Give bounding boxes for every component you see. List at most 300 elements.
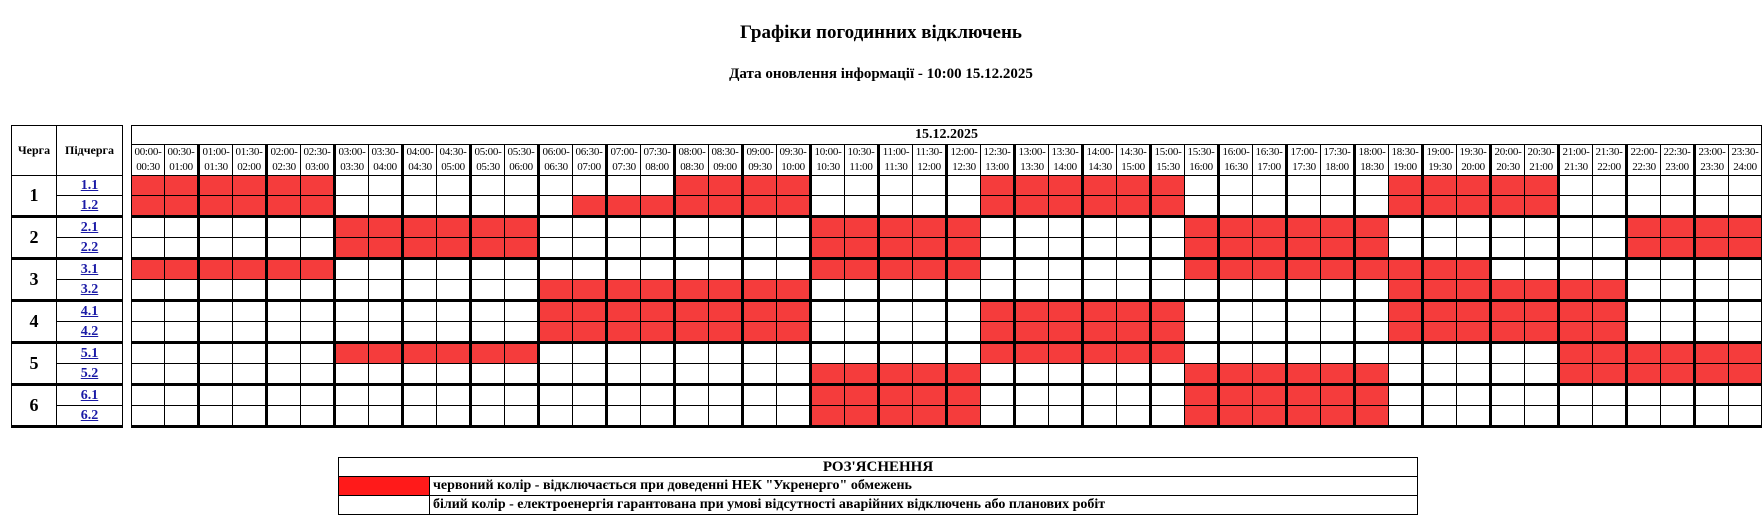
power-slot <box>1253 176 1287 196</box>
power-slot <box>1117 259 1151 280</box>
power-slot <box>505 322 539 343</box>
power-slot <box>165 322 199 343</box>
outage-slot <box>743 280 777 301</box>
time-slot-header: 10:30- 11:00 <box>845 145 879 176</box>
outage-slot <box>709 196 743 217</box>
outage-slot <box>675 280 709 301</box>
outage-slot <box>1321 217 1355 238</box>
power-slot <box>301 280 335 301</box>
queue-number: 1 <box>12 176 57 217</box>
power-slot <box>913 301 947 322</box>
outage-slot <box>1457 196 1491 217</box>
schedule-row <box>132 196 1762 217</box>
outage-slot <box>1117 176 1151 196</box>
subqueue-link[interactable]: 4.1 <box>80 303 99 319</box>
power-slot <box>1729 259 1762 280</box>
power-slot <box>301 385 335 406</box>
power-slot <box>1525 343 1559 364</box>
power-slot <box>675 343 709 364</box>
outage-slot <box>709 176 743 196</box>
power-slot <box>1287 280 1321 301</box>
power-slot <box>607 176 641 196</box>
time-slot-header: 16:00- 16:30 <box>1219 145 1253 176</box>
power-slot <box>165 406 199 427</box>
power-slot <box>947 196 981 217</box>
power-slot <box>1287 322 1321 343</box>
subqueue-cell <box>57 196 123 217</box>
power-slot <box>1049 385 1083 406</box>
power-slot <box>947 280 981 301</box>
power-slot <box>879 176 913 196</box>
outage-slot <box>1355 385 1389 406</box>
power-slot <box>1559 259 1593 280</box>
outage-slot <box>743 176 777 196</box>
schedule-date: 15.12.2025 <box>132 126 1762 145</box>
time-slot-header: 02:00- 02:30 <box>267 145 301 176</box>
subqueue-link[interactable]: 4.2 <box>80 323 99 339</box>
power-slot <box>539 406 573 427</box>
outage-slot <box>471 217 505 238</box>
power-slot <box>301 301 335 322</box>
power-slot <box>1559 406 1593 427</box>
outage-slot <box>1525 322 1559 343</box>
subqueue-cell <box>57 217 123 238</box>
outage-slot <box>675 176 709 196</box>
outage-slot <box>165 176 199 196</box>
power-slot <box>369 322 403 343</box>
outage-slot <box>1083 176 1117 196</box>
power-slot <box>573 385 607 406</box>
outage-slot <box>301 176 335 196</box>
outage-slot <box>1627 238 1661 259</box>
outage-slot <box>641 280 675 301</box>
power-slot <box>1185 322 1219 343</box>
power-slot <box>845 176 879 196</box>
time-slot-header: 02:30- 03:00 <box>301 145 335 176</box>
power-slot <box>1321 343 1355 364</box>
power-slot <box>1729 196 1762 217</box>
outage-slot <box>335 217 369 238</box>
power-slot <box>1457 364 1491 385</box>
power-slot <box>132 301 165 322</box>
power-slot <box>267 343 301 364</box>
subqueue-cell <box>57 385 123 406</box>
power-slot <box>1185 343 1219 364</box>
power-slot <box>607 238 641 259</box>
power-slot <box>539 238 573 259</box>
outage-slot <box>1457 322 1491 343</box>
outage-slot <box>1491 176 1525 196</box>
power-slot <box>1355 176 1389 196</box>
schedule-row <box>132 406 1762 427</box>
subqueue-link[interactable]: 6.1 <box>80 387 99 403</box>
power-slot <box>1083 364 1117 385</box>
subqueue-link[interactable]: 1.1 <box>80 177 99 193</box>
outage-slot <box>1321 385 1355 406</box>
power-slot <box>1389 364 1423 385</box>
outage-slot <box>1491 196 1525 217</box>
time-slot-header: 17:00- 17:30 <box>1287 145 1321 176</box>
outage-slot <box>1185 385 1219 406</box>
power-slot <box>1049 364 1083 385</box>
power-slot <box>1559 238 1593 259</box>
power-slot <box>471 176 505 196</box>
outage-slot <box>1287 259 1321 280</box>
power-slot <box>1627 176 1661 196</box>
power-slot <box>403 196 437 217</box>
power-slot <box>267 238 301 259</box>
outage-slot <box>845 238 879 259</box>
power-slot <box>233 406 267 427</box>
power-slot <box>1185 301 1219 322</box>
power-slot <box>1117 364 1151 385</box>
outage-slot <box>267 196 301 217</box>
power-slot <box>879 301 913 322</box>
outage-slot <box>1219 364 1253 385</box>
outage-slot <box>1627 217 1661 238</box>
outage-slot <box>1287 364 1321 385</box>
outage-slot <box>675 301 709 322</box>
outage-slot <box>1151 176 1185 196</box>
time-slot-header: 08:00- 08:30 <box>675 145 709 176</box>
power-slot <box>1593 196 1627 217</box>
power-slot <box>777 259 811 280</box>
power-slot <box>301 406 335 427</box>
time-slot-header: 05:00- 05:30 <box>471 145 505 176</box>
outage-slot <box>369 343 403 364</box>
power-slot <box>267 385 301 406</box>
time-slot-header: 21:00- 21:30 <box>1559 145 1593 176</box>
power-slot <box>1661 259 1695 280</box>
power-slot <box>1321 196 1355 217</box>
power-slot <box>1015 259 1049 280</box>
power-slot <box>1049 217 1083 238</box>
time-slot-header: 12:30- 13:00 <box>981 145 1015 176</box>
power-slot <box>743 343 777 364</box>
power-slot <box>845 322 879 343</box>
outage-slot <box>1253 238 1287 259</box>
outage-slot <box>641 196 675 217</box>
power-slot <box>1491 364 1525 385</box>
outage-slot <box>1593 301 1627 322</box>
power-slot <box>369 385 403 406</box>
subqueue-link[interactable]: 1.2 <box>80 197 99 213</box>
power-slot <box>1423 238 1457 259</box>
power-slot <box>1287 196 1321 217</box>
outage-slot <box>777 280 811 301</box>
outage-slot <box>1729 238 1762 259</box>
subqueue-header: Підчерга <box>57 126 123 176</box>
subqueue-link[interactable]: 2.1 <box>80 219 99 235</box>
time-slot-header: 23:30- 24:00 <box>1729 145 1762 176</box>
power-slot <box>233 238 267 259</box>
power-slot <box>233 343 267 364</box>
outage-slot <box>1015 322 1049 343</box>
outage-slot <box>1525 176 1559 196</box>
subqueue-cell <box>57 301 123 322</box>
outage-slot <box>777 301 811 322</box>
power-slot <box>573 343 607 364</box>
outage-slot <box>1423 196 1457 217</box>
outage-slot <box>1457 280 1491 301</box>
power-slot <box>471 364 505 385</box>
time-slot-header: 06:30- 07:00 <box>573 145 607 176</box>
outage-slot <box>1423 280 1457 301</box>
outage-slot <box>1525 196 1559 217</box>
time-slot-header: 22:00- 22:30 <box>1627 145 1661 176</box>
power-slot <box>1525 406 1559 427</box>
power-slot <box>403 280 437 301</box>
outage-slot <box>1627 364 1661 385</box>
outage-slot <box>1219 238 1253 259</box>
power-slot <box>1593 217 1627 238</box>
outage-slot <box>607 322 641 343</box>
power-slot <box>947 343 981 364</box>
subqueue-cell <box>57 343 123 364</box>
time-slot-header: 15:00- 15:30 <box>1151 145 1185 176</box>
power-slot <box>199 343 233 364</box>
time-slot-header: 09:30- 10:00 <box>777 145 811 176</box>
power-slot <box>369 259 403 280</box>
outage-slot <box>981 301 1015 322</box>
time-slot-header: 10:00- 10:30 <box>811 145 845 176</box>
power-slot <box>1423 406 1457 427</box>
outage-slot <box>1355 217 1389 238</box>
power-slot <box>811 196 845 217</box>
subqueue-link[interactable]: 3.2 <box>80 281 99 297</box>
outage-slot <box>743 196 777 217</box>
power-slot <box>165 343 199 364</box>
power-slot <box>811 343 845 364</box>
outage-slot <box>1559 301 1593 322</box>
outage-slot <box>1219 259 1253 280</box>
power-slot <box>1559 385 1593 406</box>
outage-slot <box>199 196 233 217</box>
power-slot <box>539 259 573 280</box>
power-slot <box>1491 259 1525 280</box>
power-slot <box>743 238 777 259</box>
outage-slot <box>811 364 845 385</box>
power-slot <box>1627 280 1661 301</box>
outage-slot <box>1559 364 1593 385</box>
power-slot <box>1593 259 1627 280</box>
power-slot <box>233 217 267 238</box>
outage-slot <box>1525 301 1559 322</box>
outage-slot <box>1185 259 1219 280</box>
power-slot <box>369 176 403 196</box>
power-slot <box>437 259 471 280</box>
time-slot-header: 13:00- 13:30 <box>1015 145 1049 176</box>
outage-slot <box>641 301 675 322</box>
outage-slot <box>1355 259 1389 280</box>
power-slot <box>947 176 981 196</box>
power-slot <box>199 280 233 301</box>
outage-slot <box>335 343 369 364</box>
outage-slot <box>1321 238 1355 259</box>
power-slot <box>1423 385 1457 406</box>
outage-slot <box>879 406 913 427</box>
outage-slot <box>539 280 573 301</box>
time-slot-header: 05:30- 06:00 <box>505 145 539 176</box>
outage-slot <box>1253 406 1287 427</box>
outage-slot <box>1083 196 1117 217</box>
power-slot <box>1729 322 1762 343</box>
schedule-row <box>132 217 1762 238</box>
power-slot <box>437 176 471 196</box>
outage-slot <box>1117 322 1151 343</box>
outage-slot <box>1457 176 1491 196</box>
power-slot <box>403 385 437 406</box>
outage-slot <box>1491 301 1525 322</box>
outage-slot <box>1695 364 1729 385</box>
power-slot <box>267 217 301 238</box>
power-slot <box>1015 406 1049 427</box>
power-slot <box>437 406 471 427</box>
outage-slot <box>1423 322 1457 343</box>
power-slot <box>233 385 267 406</box>
update-date: Дата оновлення інформації - 10:00 15.12.2025 <box>729 66 1033 82</box>
power-slot <box>403 406 437 427</box>
power-slot <box>981 238 1015 259</box>
power-slot <box>335 406 369 427</box>
power-slot <box>913 343 947 364</box>
power-slot <box>1729 385 1762 406</box>
time-slot-header: 03:30- 04:00 <box>369 145 403 176</box>
power-slot <box>199 406 233 427</box>
time-slot-header: 14:00- 14:30 <box>1083 145 1117 176</box>
outage-slot <box>1559 280 1593 301</box>
time-slot-header: 19:30- 20:00 <box>1457 145 1491 176</box>
power-slot <box>132 343 165 364</box>
power-slot <box>1015 280 1049 301</box>
power-slot <box>165 238 199 259</box>
power-slot <box>1253 301 1287 322</box>
power-slot <box>981 259 1015 280</box>
power-slot <box>845 280 879 301</box>
power-slot <box>1729 301 1762 322</box>
power-slot <box>1491 238 1525 259</box>
outage-slot <box>1083 301 1117 322</box>
outage-slot <box>132 259 165 280</box>
schedule-row <box>132 259 1762 280</box>
outage-slot <box>1219 385 1253 406</box>
outage-slot <box>1729 217 1762 238</box>
outage-slot <box>1185 238 1219 259</box>
outage-slot <box>369 217 403 238</box>
outage-slot <box>1287 385 1321 406</box>
subqueue-link[interactable]: 3.1 <box>80 261 99 277</box>
schedule-row <box>132 238 1762 259</box>
power-slot <box>1355 322 1389 343</box>
subqueue-link[interactable]: 2.2 <box>80 239 99 255</box>
outage-slot <box>947 385 981 406</box>
outage-slot <box>505 238 539 259</box>
power-slot <box>1151 364 1185 385</box>
outage-slot <box>471 238 505 259</box>
power-slot <box>1627 259 1661 280</box>
power-slot <box>505 280 539 301</box>
schedule-row <box>132 364 1762 385</box>
power-slot <box>1695 196 1729 217</box>
power-slot <box>1457 406 1491 427</box>
subqueue-link[interactable]: 5.1 <box>80 345 99 361</box>
subqueue-link[interactable]: 5.2 <box>80 365 99 381</box>
outage-slot <box>1015 301 1049 322</box>
outage-slot <box>199 259 233 280</box>
subqueue-link[interactable]: 6.2 <box>80 407 99 423</box>
power-slot <box>981 385 1015 406</box>
queue-number: 5 <box>12 343 57 385</box>
power-slot <box>573 217 607 238</box>
power-slot <box>709 343 743 364</box>
power-slot <box>539 364 573 385</box>
power-slot <box>1219 343 1253 364</box>
outage-slot <box>947 406 981 427</box>
power-slot <box>369 196 403 217</box>
power-slot <box>165 301 199 322</box>
time-slot-header: 08:30- 09:00 <box>709 145 743 176</box>
power-slot <box>505 176 539 196</box>
power-slot <box>301 364 335 385</box>
power-slot <box>1695 280 1729 301</box>
legend-red-swatch <box>339 477 430 496</box>
outage-slot <box>1185 217 1219 238</box>
power-slot <box>505 385 539 406</box>
outage-slot <box>1219 406 1253 427</box>
power-slot <box>1185 176 1219 196</box>
outage-slot <box>1661 217 1695 238</box>
subqueue-cell <box>57 322 123 343</box>
outage-slot <box>573 322 607 343</box>
power-slot <box>981 217 1015 238</box>
outage-slot <box>1593 322 1627 343</box>
power-slot <box>641 238 675 259</box>
schedule-row <box>132 301 1762 322</box>
outage-slot <box>1151 196 1185 217</box>
subqueue-cell <box>57 238 123 259</box>
outage-slot <box>1185 364 1219 385</box>
power-slot <box>471 259 505 280</box>
outage-slot <box>1695 238 1729 259</box>
power-slot <box>1491 343 1525 364</box>
power-slot <box>1219 196 1253 217</box>
power-slot <box>1695 301 1729 322</box>
schedule-row <box>132 280 1762 301</box>
power-slot <box>913 196 947 217</box>
power-slot <box>1661 385 1695 406</box>
time-slot-header: 06:00- 06:30 <box>539 145 573 176</box>
outage-slot <box>267 176 301 196</box>
outage-slot <box>947 217 981 238</box>
power-slot <box>811 322 845 343</box>
time-slot-header: 19:00- 19:30 <box>1423 145 1457 176</box>
power-slot <box>1491 217 1525 238</box>
power-slot <box>132 364 165 385</box>
outage-slot <box>165 196 199 217</box>
schedule-row <box>132 176 1762 196</box>
power-slot <box>1695 322 1729 343</box>
outage-slot <box>879 217 913 238</box>
power-slot <box>1593 385 1627 406</box>
outage-slot <box>879 238 913 259</box>
power-slot <box>641 259 675 280</box>
power-slot <box>607 385 641 406</box>
power-slot <box>1457 238 1491 259</box>
outage-slot <box>437 217 471 238</box>
power-slot <box>1695 259 1729 280</box>
power-slot <box>335 364 369 385</box>
power-slot <box>1321 280 1355 301</box>
